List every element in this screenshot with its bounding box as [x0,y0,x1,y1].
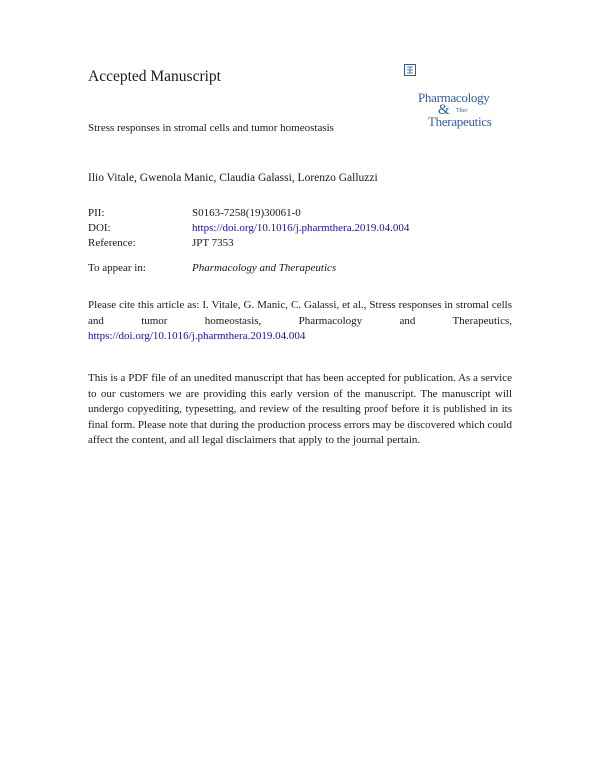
logo-small-text: Ther [456,108,468,114]
citation-text: Please cite this article as: I. Vitale, G. Manic, C. Galassi, et al., Stress responses in stromal cells and tumor homeostasis, Pharmacology and Therapeutics, [88,299,512,327]
logo-text-pharmacology: Pharmacology [418,90,490,105]
article-authors: Ilio Vitale, Gwenola Manic, Claudia Galassi, Lorenzo Galluzzi [88,172,378,184]
citation-doi-link[interactable]: https://doi.org/10.1016/j.pharmthera.2019.04.004 [88,330,306,342]
doi-row [88,221,409,236]
appear-in-row [88,261,409,276]
journal-name: Pharmacology and Therapeutics [192,262,337,274]
manuscript-notice: This is a PDF file of an unedited manuscript that has been accepted for publication. As a service to our customers we are providing this early version of the manuscript. The manuscript will undergo copyediting, typesetting, and review of the resulting proof before it is published in its final form. Please note that during the production process errors may be discovered which could affect the content, and all legal disclaimers that apply to the journal pertain. [88,372,512,446]
manuscript-heading: Accepted Manuscript [88,68,221,85]
pii-value: S0163-7258(19)30061-0 [192,207,301,219]
article-metadata [88,206,409,276]
pii-row [88,206,409,221]
journal-logo [402,62,492,144]
citation-paragraph [88,298,512,345]
reference-label: Reference: [88,237,136,249]
doi-label: DOI: [88,222,111,234]
reference-value: JPT 7353 [192,237,234,249]
reference-row [88,236,409,251]
publisher-mark-icon [404,64,416,76]
doi-link[interactable]: https://doi.org/10.1016/j.pharmthera.2019.04.004 [192,222,410,234]
logo-text-therapeutics: Therapeutics [428,114,492,129]
appear-in-label: To appear in: [88,262,146,274]
pii-label: PII: [88,207,105,219]
logo-ampersand: & [438,102,450,118]
article-title: Stress responses in stromal cells and tumor homeostasis [88,122,334,134]
